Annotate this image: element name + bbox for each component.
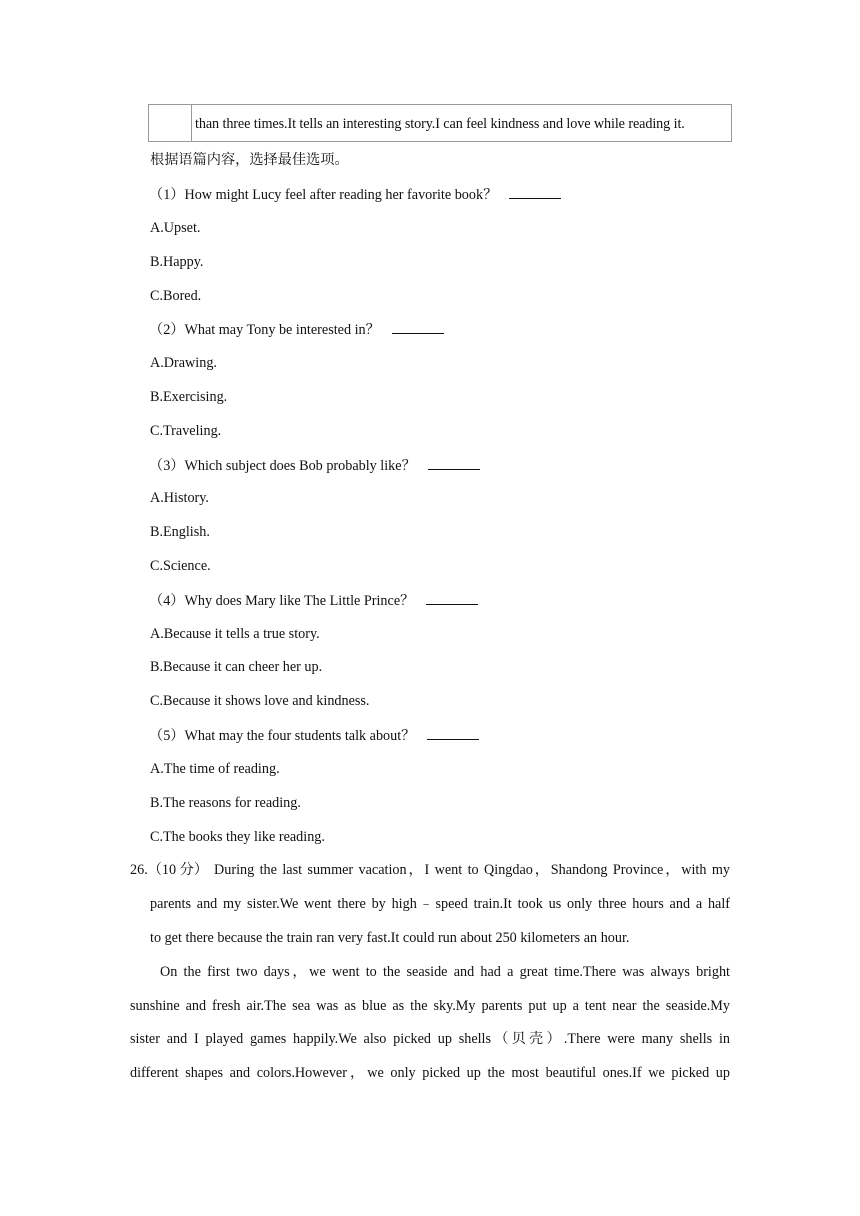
question-3-option-c: C.Science. <box>150 558 211 574</box>
passage-26-line-3: to get there because the train ran very fast.It could run about 250 kilometers an hour. <box>150 930 630 946</box>
table-cell-text: than three times.It tells an interesting story.I can feel kindness and love while reading it. <box>195 116 685 132</box>
passage-26-line-4: On the first two days，we went to the seaside and had a great time.There was always bright <box>160 964 730 980</box>
instruction: 根据语篇内容，选择最佳选项。 <box>150 152 349 168</box>
answer-blank-5 <box>427 725 479 740</box>
passage-26-line-5: sunshine and fresh air.The sea was as blue as the sky.My parents put up a tent near the seaside.My <box>130 998 730 1014</box>
passage-26-line-1: During the last summer vacation，I went to Qingdao，Shandong Province，with my <box>214 862 730 878</box>
question-4-option-a: A.Because it tells a true story. <box>150 626 320 642</box>
question-3-option-a: A.History. <box>150 490 209 506</box>
question-5-option-a: A.The time of reading. <box>150 761 280 777</box>
answer-blank-1 <box>509 184 561 199</box>
question-2-option-c: C.Traveling. <box>150 423 222 439</box>
answer-blank-3 <box>428 455 480 470</box>
question-1-option-b: B.Happy. <box>150 254 204 270</box>
question-2-option-a: A.Drawing. <box>150 355 217 371</box>
question-26-number: 26.（10 分） <box>130 862 209 878</box>
passage-26-line-7: different shapes and colors.However，we only picked up the most beautiful ones.If we picked up <box>130 1065 730 1081</box>
answer-blank-2 <box>392 319 444 334</box>
question-4-option-c: C.Because it shows love and kindness. <box>150 693 370 709</box>
question-1-option-a: A.Upset. <box>150 220 201 236</box>
question-5-option-b: B.The reasons for reading. <box>150 795 301 811</box>
question-2-stem: （2）What may Tony be interested in？ <box>149 322 380 338</box>
question-1-option-c: C.Bored. <box>150 288 202 304</box>
question-1 <box>149 184 561 205</box>
question-4-option-b: B.Because it can cheer her up. <box>150 659 323 675</box>
question-3-stem: （3）Which subject does Bob probably like？ <box>149 458 416 474</box>
question-5-option-c: C.The books they like reading. <box>150 829 325 845</box>
question-1-stem: （1）How might Lucy feel after reading her favorite book？ <box>149 187 498 203</box>
question-3-option-b: B.English. <box>150 524 210 540</box>
question-4-stem: （4）Why does Mary like The Little Prince？ <box>149 593 415 609</box>
answer-blank-4 <box>426 590 478 605</box>
passage-26-line-6: sister and I played games happily.We also picked up shells（贝壳）.There were many shells in <box>130 1031 730 1047</box>
question-4 <box>149 590 478 611</box>
question-5 <box>149 725 479 746</box>
question-2-option-b: B.Exercising. <box>150 389 228 405</box>
question-5-stem: （5）What may the four students talk about？ <box>149 728 416 744</box>
passage-26-line-2: parents and my sister.We went there by high﹣speed train.It took us only three hours and a half <box>150 896 730 912</box>
table-row <box>148 104 732 142</box>
table-cell-empty <box>149 105 192 141</box>
question-3 <box>149 455 480 476</box>
question-2 <box>149 319 444 340</box>
